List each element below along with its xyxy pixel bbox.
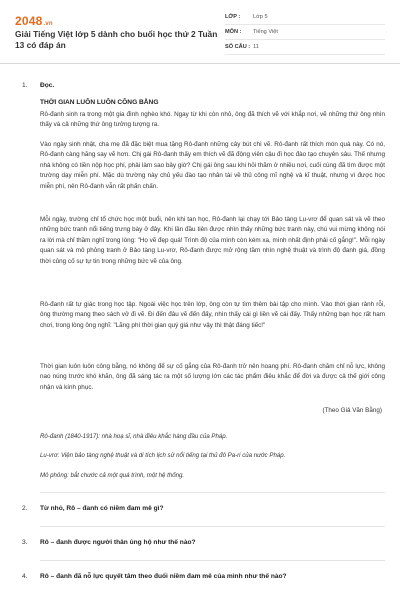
meta-label: SỐ CÂU : — [225, 44, 251, 50]
story-source: (Theo Giả Văn Bằng) — [322, 407, 382, 414]
page-header — [0, 0, 400, 64]
question-number: 2. — [22, 505, 28, 512]
question-text: Từ nhỏ, Rô – đanh có niềm đam mê gì? — [40, 505, 164, 512]
section-number: 1. — [22, 82, 28, 89]
document-title: Giải Tiếng Việt lớp 5 dành cho buổi học thứ 2 Tuần 13 có đáp án — [15, 29, 218, 50]
divider — [40, 492, 385, 493]
logo-suffix: .vn — [43, 21, 53, 27]
meta-value: Lớp 5 — [253, 14, 268, 20]
footnote: Rô-đanh (1840-1917): nhà hoạ sĩ, nhà điêu khắc hàng đầu của Pháp. — [40, 433, 228, 440]
meta-value: 11 — [253, 44, 259, 50]
divider — [40, 560, 385, 561]
question-item — [0, 505, 400, 519]
footnote: Lu-vrơ: Viện bảo tàng nghệ thuật và di tích lịch sử nổi tiếng tại thủ đô Pa-ri của nước Pháp. — [40, 452, 286, 459]
meta-row-grade — [225, 10, 385, 25]
meta-row-question-count — [225, 40, 385, 55]
story-paragraph: Mỗi ngày, trường chỉ tổ chức học một buổi, nên khi tan học, Rô-đanh lại chạy tới Bảo tàng Lu-vrơ để quan sát và vẽ theo những bức tranh nổi tiếng trưng bày ở đây. Khi lần đầu tiên được nhìn thấy những bức tranh này, chú vui mừng không nói ra lời mà chỉ thầm nghĩ trong lòng: "Họ vẽ đẹp quá! Trình độ của mình còn kém xa, mình nhất định phải cố gắng!". Mỗi ngày quan sát và mô phỏng tranh ở Bảo tàng Lu-vrơ, Rô-đanh được mở rộng tầm nhìn nghệ thuật và trình độ đanh giá, đồng thời củng cố sự tự tin trong những bức vẽ của ông. — [40, 216, 385, 265]
meta-row-subject — [225, 25, 385, 40]
site-logo[interactable] — [15, 14, 53, 28]
section-label: Đọc. — [40, 82, 55, 89]
question-number: 4. — [22, 573, 28, 580]
question-item — [0, 539, 400, 553]
question-text: Rô – đanh đã nỗ lực quyết tâm theo đuổi niềm đam mê của mình như thế nào? — [40, 573, 287, 580]
divider — [40, 526, 385, 527]
meta-label: LỚP : — [225, 14, 241, 20]
question-text: Rô – đanh được người thân ủng hộ như thế nào? — [40, 539, 196, 546]
logo-text: 2048 — [15, 14, 43, 28]
document-meta — [225, 10, 385, 55]
question-number: 3. — [22, 539, 28, 546]
story-paragraph: Vào ngày sinh nhật, cha mẹ đã đặc biệt mua tặng Rô-đanh những cây bút chì vẽ. Rô-đanh rất thích món quà này. Có nó, Rô-đanh càng hăng say vẽ hơn. Chị gái Rô-đanh thấy em thích vẽ đã động viên cậu đi học đào tạo chuyên sâu. Thế nhưng nhà không có tiền nộp học phí, phải làm sao bây giờ? Chị gái ông sau khi hỏi thăm ở nhiều nơi, cuối cùng đã tìm được một trường dạy miễn phí. Mặc dù trường này chủ yếu đào tạo nhân tài về thủ công mĩ nghệ và kĩ thuật, nhưng vì được học miễn phí, nên Rô-đanh vẫn rất phấn chấn. — [40, 141, 385, 190]
question-item — [0, 573, 400, 587]
footnote: Mô phỏng: bắt chước cả một quá trình, một hệ thống. — [40, 472, 185, 479]
story-heading: THỜI GIAN LUÔN LUÔN CÔNG BẰNG — [40, 99, 159, 106]
meta-value: Tiếng Việt — [253, 29, 278, 35]
header-divider — [0, 63, 400, 64]
story-paragraph: Rô-đanh rất tự giác trong học tập. Ngoài việc học trên lớp, ông còn tự tìm thêm bài tập cho mình. Vào thời gian rảnh rỗi, ông thường mang theo sách vở đi vẽ. Đi đến đâu vẽ đến đấy, nhìn thấy cái gì liền vẽ cái đấy. Thấy những bạn học rất ham chơi, trong lòng ông nghĩ: "Lãng phí thời gian quý giá như vậy thì thật đáng tiếc!" — [40, 301, 385, 329]
meta-label: MÔN : — [225, 29, 242, 35]
story-paragraph: Rô-đanh sinh ra trong một gia đình nghèo khó. Ngay từ khi còn nhỏ, ông đã thích vẽ với khắp nơi, vẽ những thứ ông nhìn thấy và cả những thứ ông tưởng tượng ra. — [40, 111, 385, 129]
story-paragraph: Thời gian luôn luôn công bằng, nó không để sự cố gắng của Rô-đanh trở nên hoang phí. Rô-đanh chăm chỉ nỗ lực, không nao núng trước khó khăn, ông đã sáng tác ra một số lượng lớn các tác phẩm điêu khắc để đời và được cả thế giới công nhận và kính phục. — [40, 363, 385, 391]
